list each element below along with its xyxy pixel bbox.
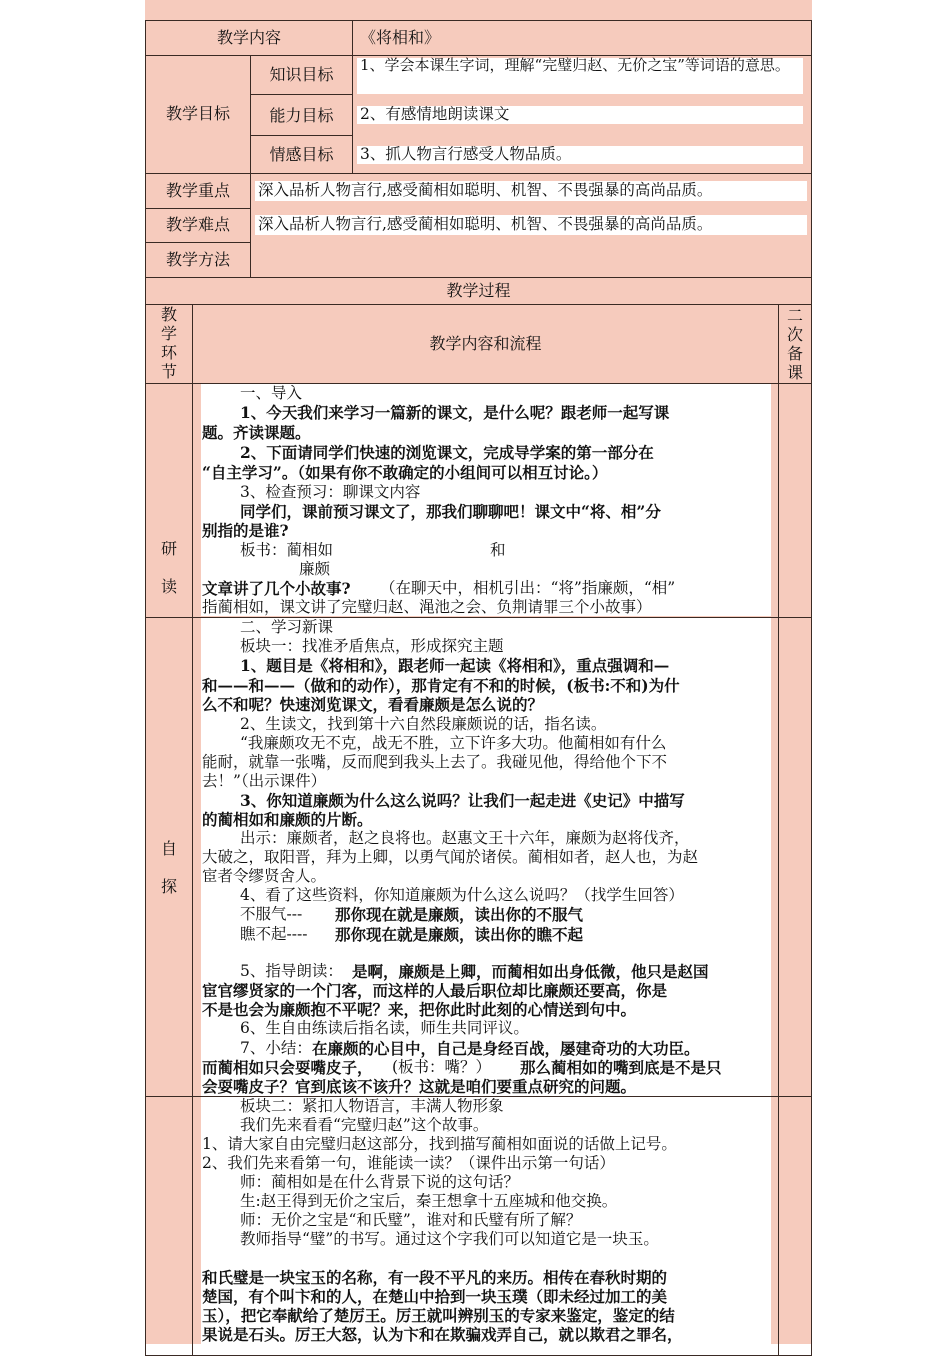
stage2-line: 能耐，就靠一张嘴，反而爬到我头上去了。我碰见他，得给他个下不	[202, 753, 668, 771]
stage1-line: 2、下面请同学们快速的浏览课文，完成导学案的第一部分在	[240, 443, 654, 462]
stage2-line: 板块一：找准矛盾焦点，形成探究主题	[240, 637, 504, 655]
goals-label: 教学目标	[165, 104, 230, 123]
stage2-line: 二、学习新课	[240, 618, 334, 636]
stage1-name-a: 研	[160, 539, 177, 558]
stage2-line: (板书：嘴？）	[392, 1058, 492, 1076]
stage3-line: 楚国，有个叫卞和的人，在楚山中拾到一块玉璞（即未经过加工的美	[202, 1287, 668, 1306]
goal-values-col	[352, 55, 812, 174]
stage2-name-b: 探	[160, 877, 177, 896]
goal-knowledge-label: 知识目标	[269, 65, 334, 84]
stage2-line: 那你现在就是廉颇，读出你的瞧不起	[335, 925, 584, 944]
stage3-line: 1、请大家自由完璧归赵这部分，找到描写蔺相如面说的话做上记号。	[202, 1135, 677, 1153]
stage2-line: 宦官缪贤家的一个门客，而这样的人最后职位却比廉颇还要高，你是	[202, 981, 668, 1000]
stage1-line: 同学们，课前预习课文了，那我们聊聊吧！课文中“将、相”分	[240, 502, 661, 521]
stage3-line: 果说是石头。厉王大怒，认为卞和在欺骗戏弄自己，就以欺君之罪名，	[202, 1325, 683, 1344]
content-label: 教学内容	[216, 28, 281, 47]
stage2-line: 大破之，取阳晋，拜为上卿，以勇气闻於诸侯。蔺相如者，赵人也，为赵	[202, 848, 699, 866]
stage3-second-cell	[778, 1096, 812, 1356]
stage2-line: 出示：廉颇者，赵之良将也。赵惠文王十六年，廉颇为赵将伐齐，	[240, 829, 690, 847]
stage2-line: 的蔺相如和廉颇的片断。	[202, 810, 373, 829]
stage2-line: 去！”（出示课件）	[202, 772, 327, 790]
stage1-line: 廉颇	[299, 560, 331, 578]
stage2-line: 不是也会为廉颇抱不平呢？来，把你此时此刻的心情送到句中。	[202, 1000, 637, 1019]
difficulty-text: 深入品析人物言行,感受蔺相如聪明、机智、不畏强暴的高尚品质。	[258, 215, 713, 233]
lesson-title: 《将相和》	[360, 28, 441, 47]
second-col-header: 二次备课	[786, 306, 803, 382]
stage2-line: 而蔺相如只会耍嘴皮子，	[202, 1058, 373, 1077]
stage1-line: 一、导入	[240, 384, 303, 402]
stage3-name-cell	[145, 1096, 193, 1356]
goal-emotion-text: 3、抓人物言行感受人物品质。	[360, 145, 572, 163]
stage2-line: 6、生自由练读后指名读，师生共同评议。	[240, 1019, 529, 1037]
stage2-line: 那你现在就是廉颇，读出你的不服气	[335, 905, 584, 924]
stage2-line: 是啊，廉颇是上卿，而蔺相如出身低微，他只是赵国	[352, 962, 709, 981]
stage2-line: “我廉颇攻无不克，战无不胜，立下许多大功。他蔺相如有什么	[240, 734, 667, 752]
stage1-line: 1、今天我们来学习一篇新的课文，是什么呢？跟老师一起写课	[240, 403, 670, 422]
stage2-line: 那么蔺相如的嘴到底是不是只	[520, 1058, 722, 1077]
stage1-line: 文章讲了几个小故事?	[202, 579, 351, 598]
stage2-line: 7、小结：	[240, 1039, 312, 1057]
stage2-line: 5、指导朗读：	[240, 962, 343, 980]
stage1-name-b: 读	[160, 577, 177, 596]
stage2-second-cell	[778, 617, 812, 1097]
stage3-line: 板块二：紧扣人物语言，丰满人物形象	[240, 1097, 504, 1115]
stage3-line: 生:赵王得到无价之宝后，秦王想拿十五座城和他交换。	[240, 1192, 618, 1210]
stage2-line: 在廉颇的心目中，自己是身经百战，屡建奇功的大功臣。	[312, 1039, 700, 1058]
stage1-line: 板书：蔺相如	[240, 541, 334, 559]
stage2-line: 不服气---	[240, 905, 303, 923]
stage2-line: 宦者令缪贤舍人。	[202, 867, 327, 885]
stage1-line: 和	[490, 541, 506, 559]
flow-col-header: 教学内容和流程	[429, 334, 542, 353]
goal-ability-text: 2、有感情地朗读课文	[360, 105, 510, 123]
key-label: 教学重点	[165, 181, 230, 200]
stage3-line: 师：蔺相如是在什么背景下说的这句话？	[240, 1173, 520, 1191]
stage2-line: 4、看了这些资料，你知道廉颇为什么这么说吗？（找学生回答）	[240, 886, 684, 904]
stage1-line: 指蔺相如，课文讲了完璧归赵、渑池之会、负荆请罪三个小故事）	[202, 598, 652, 616]
method-label: 教学方法	[165, 250, 230, 269]
goal-knowledge-text: 1、学会本课生字词，理解“完璧归赵、无价之宝”等词语的意思。	[360, 56, 790, 74]
stage1-second-cell	[778, 383, 812, 618]
stage1-line: “自主学习”。（如果有你不敢确定的小组间可以相互讨论。）	[202, 463, 608, 482]
stage1-line: （在聊天中，相机引出：“将”指廉颇，“相”	[380, 579, 676, 597]
key-text: 深入品析人物言行,感受蔺相如聪明、机智、不畏强暴的高尚品质。	[258, 181, 713, 199]
stage3-line: 教师指导“璧”的书写。通过这个字我们可以知道它是一块玉。	[240, 1230, 659, 1248]
stage2-line: 会耍嘴皮子？官到底该不该升？这就是咱们要重点研究的问题。	[202, 1077, 637, 1096]
stage3-line: 师：无价之宝是“和氏璧”，谁对和氏璧有所了解？	[240, 1211, 582, 1229]
stage1-line: 3、检查预习：聊课文内容	[240, 483, 421, 501]
stage-col-header: 教学环节	[160, 305, 177, 381]
stage3-line: 2、我们先来看第一句，谁能读一读？（课件出示第一句话）	[202, 1154, 615, 1172]
stage2-line: 3、你知道廉颇为什么这么说吗？让我们一起走进《史记》中描写	[240, 791, 685, 810]
stage1-line: 别指的是谁?	[202, 521, 289, 540]
stage2-name-a: 自	[160, 839, 177, 858]
stage2-line: 1、题目是《将相和》，跟老师一起读《将相和》，重点强调和—	[240, 656, 670, 675]
stage1-line: 题。齐读课题。	[202, 423, 311, 442]
stage2-line: 瞧不起----	[240, 925, 308, 943]
stage3-line: 玉），把它奉献给了楚厉王。厉王就叫辨别玉的专家来鉴定，鉴定的结	[202, 1306, 675, 1325]
stage2-line: 和——和——（做和的动作），那肯定有不和的时候，(板书:不和)为什	[202, 676, 680, 695]
difficulty-label: 教学难点	[165, 215, 230, 234]
stage2-line: 2、生读文，找到第十六自然段廉颇说的话，指名读。	[240, 715, 607, 733]
goal-emotion-label: 情感目标	[269, 145, 334, 164]
stage3-line: 和氏璧是一块宝玉的名称，有一段不平凡的来历。相传在春秋时期的	[202, 1268, 668, 1287]
stage2-line: 么不和呢？快速浏览课文，看看廉颇是怎么说的？	[202, 695, 544, 714]
process-title: 教学过程	[446, 281, 511, 300]
goal-ability-label: 能力目标	[269, 106, 334, 125]
stage3-line: 我们先来看看“完璧归赵”这个故事。	[240, 1116, 489, 1134]
